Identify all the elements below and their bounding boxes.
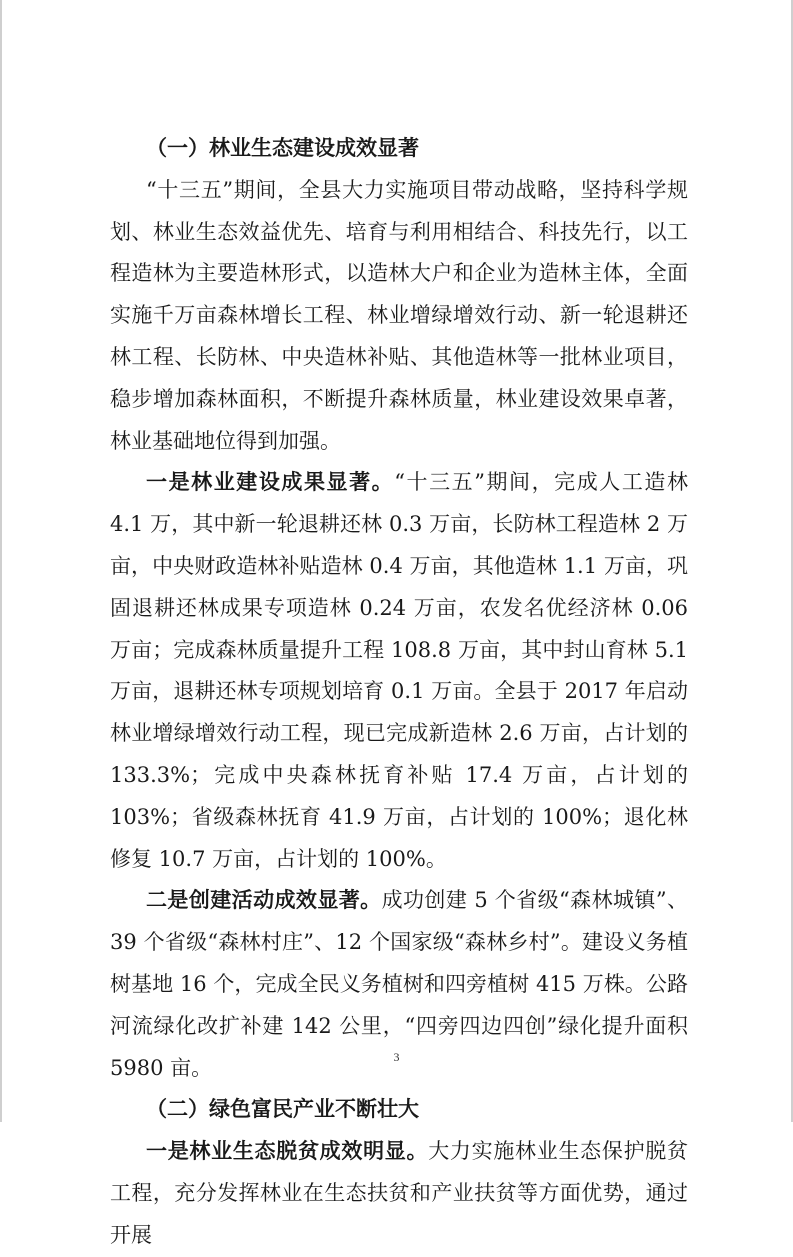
section-heading-green-industry: （二）绿色富民产业不断壮大 bbox=[146, 1097, 419, 1122]
scan-edge-left bbox=[0, 0, 2, 1122]
paragraph-poverty-alleviation bbox=[110, 1131, 688, 1256]
poverty-alleviation-text: 大力实施林业生态保护脱贫工程，充分发挥林业在生态扶贫和产业扶贫等方面优势，通过开展 bbox=[110, 1139, 689, 1247]
paragraph-forestry-results bbox=[110, 462, 688, 880]
paragraph-intro bbox=[110, 170, 688, 463]
body-text bbox=[110, 128, 688, 1257]
page-number: 3 bbox=[393, 1050, 400, 1064]
section-heading-forestry-ecology: （一）林业生态建设成效显著 bbox=[146, 136, 419, 160]
lead-forestry-results: 一是林业建设成果显著。 bbox=[146, 470, 395, 495]
lead-poverty-alleviation: 一是林业生态脱贫成效明显。 bbox=[146, 1139, 429, 1164]
lead-creation-activities: 二是创建活动成效显著。 bbox=[146, 888, 382, 913]
creation-activities-text: 成功创建 5 个省级“森林城镇”、39 个省级“森林村庄”、12 个国家级“森林乡村”。建设义务植树基地 16 个，完成全民义务植树和四旁植树 415 万株。公路河流绿化改扩补建 142 公里，“四旁四边四创”绿化提升面积 5980 亩。 bbox=[110, 888, 688, 1080]
intro-text: “十三五”期间，全县大力实施项目带动战略，坚持科学规划、林业生态效益优先、培育与利用相结合、科技先行，以工程造林为主要造林形式，以造林大户和企业为造林主体，全面实施千万亩森林增长工程、林业增绿增效行动、新一轮退耕还林工程、长防林、中央造林补贴、其他造林等一批林业项目，稳步增加森林面积，不断提升森林质量，林业建设效果卓著，林业基础地位得到加强。 bbox=[110, 177, 688, 453]
forestry-results-text: “十三五”期间，完成人工造林 4.1 万，其中新一轮退耕还林 0.3 万亩，长防林工程造林 2 万亩，中央财政造林补贴造林 0.4 万亩，其他造林 1.1 万亩，巩固退耕还林成果专项造林 0.24 万亩，农发名优经济林 0.06 万亩；完成森林质量提升工程 108.8 万亩，其中封山育林 5.1 万亩，退耕还林专项规划培育 0.1 万亩。全县于 2017 年启动林业增绿增效行动工程，现已完成新造林 2.6 万亩，占计划的 133.3%；完成中央森林抚育补贴 17.4 万亩，占计划的 103%；省级森林抚育 41.9 万亩，占计划的 100%；退化林修复 10.7 万亩，占计划的 100%。 bbox=[110, 470, 688, 871]
